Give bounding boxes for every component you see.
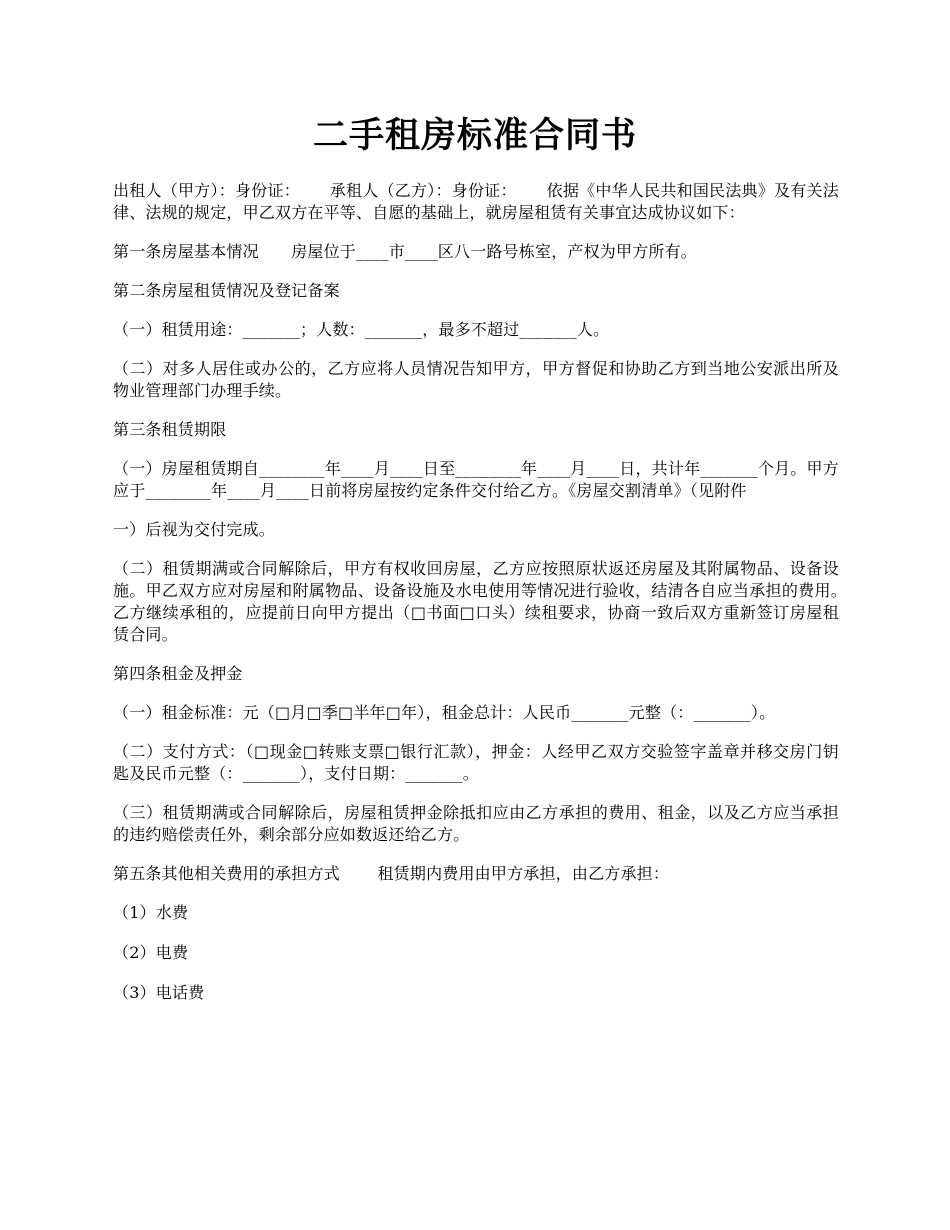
article-1-paragraph: 第一条房屋基本情况 房屋位于____市____区八一路号栋室，产权为甲方所有。 <box>113 242 698 261</box>
article-2-clause-1: （一）租赁用途：_______；人数：_______，最多不超过_______人。 <box>113 320 610 339</box>
article-2-clause-2: （二）对多人居住或办公的，乙方应将人员情况告知甲方，甲方督促和协助乙方到当地公安派出所及物业管理部门办理手续。 <box>113 359 839 400</box>
article-3-clause-1: （一）房屋租赁期自________年____月____日至________年____月____日，共计年_______个月。甲方应于________年____月____日前将房屋按约定条件交付给乙方。《房屋交割清单》（见附件 <box>113 459 839 500</box>
article-3-clause-1-continued: 一）后视为交付完成。 <box>113 520 276 539</box>
article-5-heading: 第五条其他相关费用的承担方式 租赁期内费用由甲方承担，由乙方承担： <box>113 864 670 883</box>
preamble-paragraph: 出租人（甲方）：身份证： 承租人（乙方）：身份证： 依据《中华人民共和国民法典》及有关法律、法规的规定，甲乙双方在平等、自愿的基础上，就房屋租赁有关事宜达成协议如下： <box>113 181 839 222</box>
fee-item-telephone: （3）电话费 <box>113 983 205 1002</box>
article-4-clause-2: （二）支付方式：（□现金□转账支票□银行汇款），押金：人经甲乙双方交验签字盖章并移交房门钥匙及民币元整（：_______），支付日期：_______。 <box>113 742 839 783</box>
fee-item-water: （1）水费 <box>113 903 189 922</box>
article-4-clause-3: （三）租赁期满或合同解除后，房屋租赁押金除抵扣应由乙方承担的费用、租金，以及乙方应当承担的违约赔偿责任外，剩余部分应如数返还给乙方。 <box>113 803 839 844</box>
article-2-heading: 第二条房屋租赁情况及登记备案 <box>113 281 340 300</box>
document-body <box>113 180 877 1022</box>
article-4-clause-1: （一）租金标准：元（□月□季□半年□年），租金总计：人民币_______元整（：_______）。 <box>113 703 776 722</box>
article-4-heading: 第四条租金及押金 <box>113 664 243 683</box>
article-3-clause-2: （二）租赁期满或合同解除后，甲方有权收回房屋，乙方应按照原状返还房屋及其附属物品、设备设施。甲乙双方应对房屋和附属物品、设备设施及水电使用等情况进行验收，结清各自应当承担的费用。 乙方继续承租的，应提前日向甲方提出（□书面□口头）续租要求，协商一致后双方重新签订房屋租赁合同。 <box>113 559 877 644</box>
article-3-heading: 第三条租赁期限 <box>113 420 227 439</box>
document-title: 二手租房标准合同书 <box>312 115 637 156</box>
fee-item-electricity: （2）电费 <box>113 943 189 962</box>
